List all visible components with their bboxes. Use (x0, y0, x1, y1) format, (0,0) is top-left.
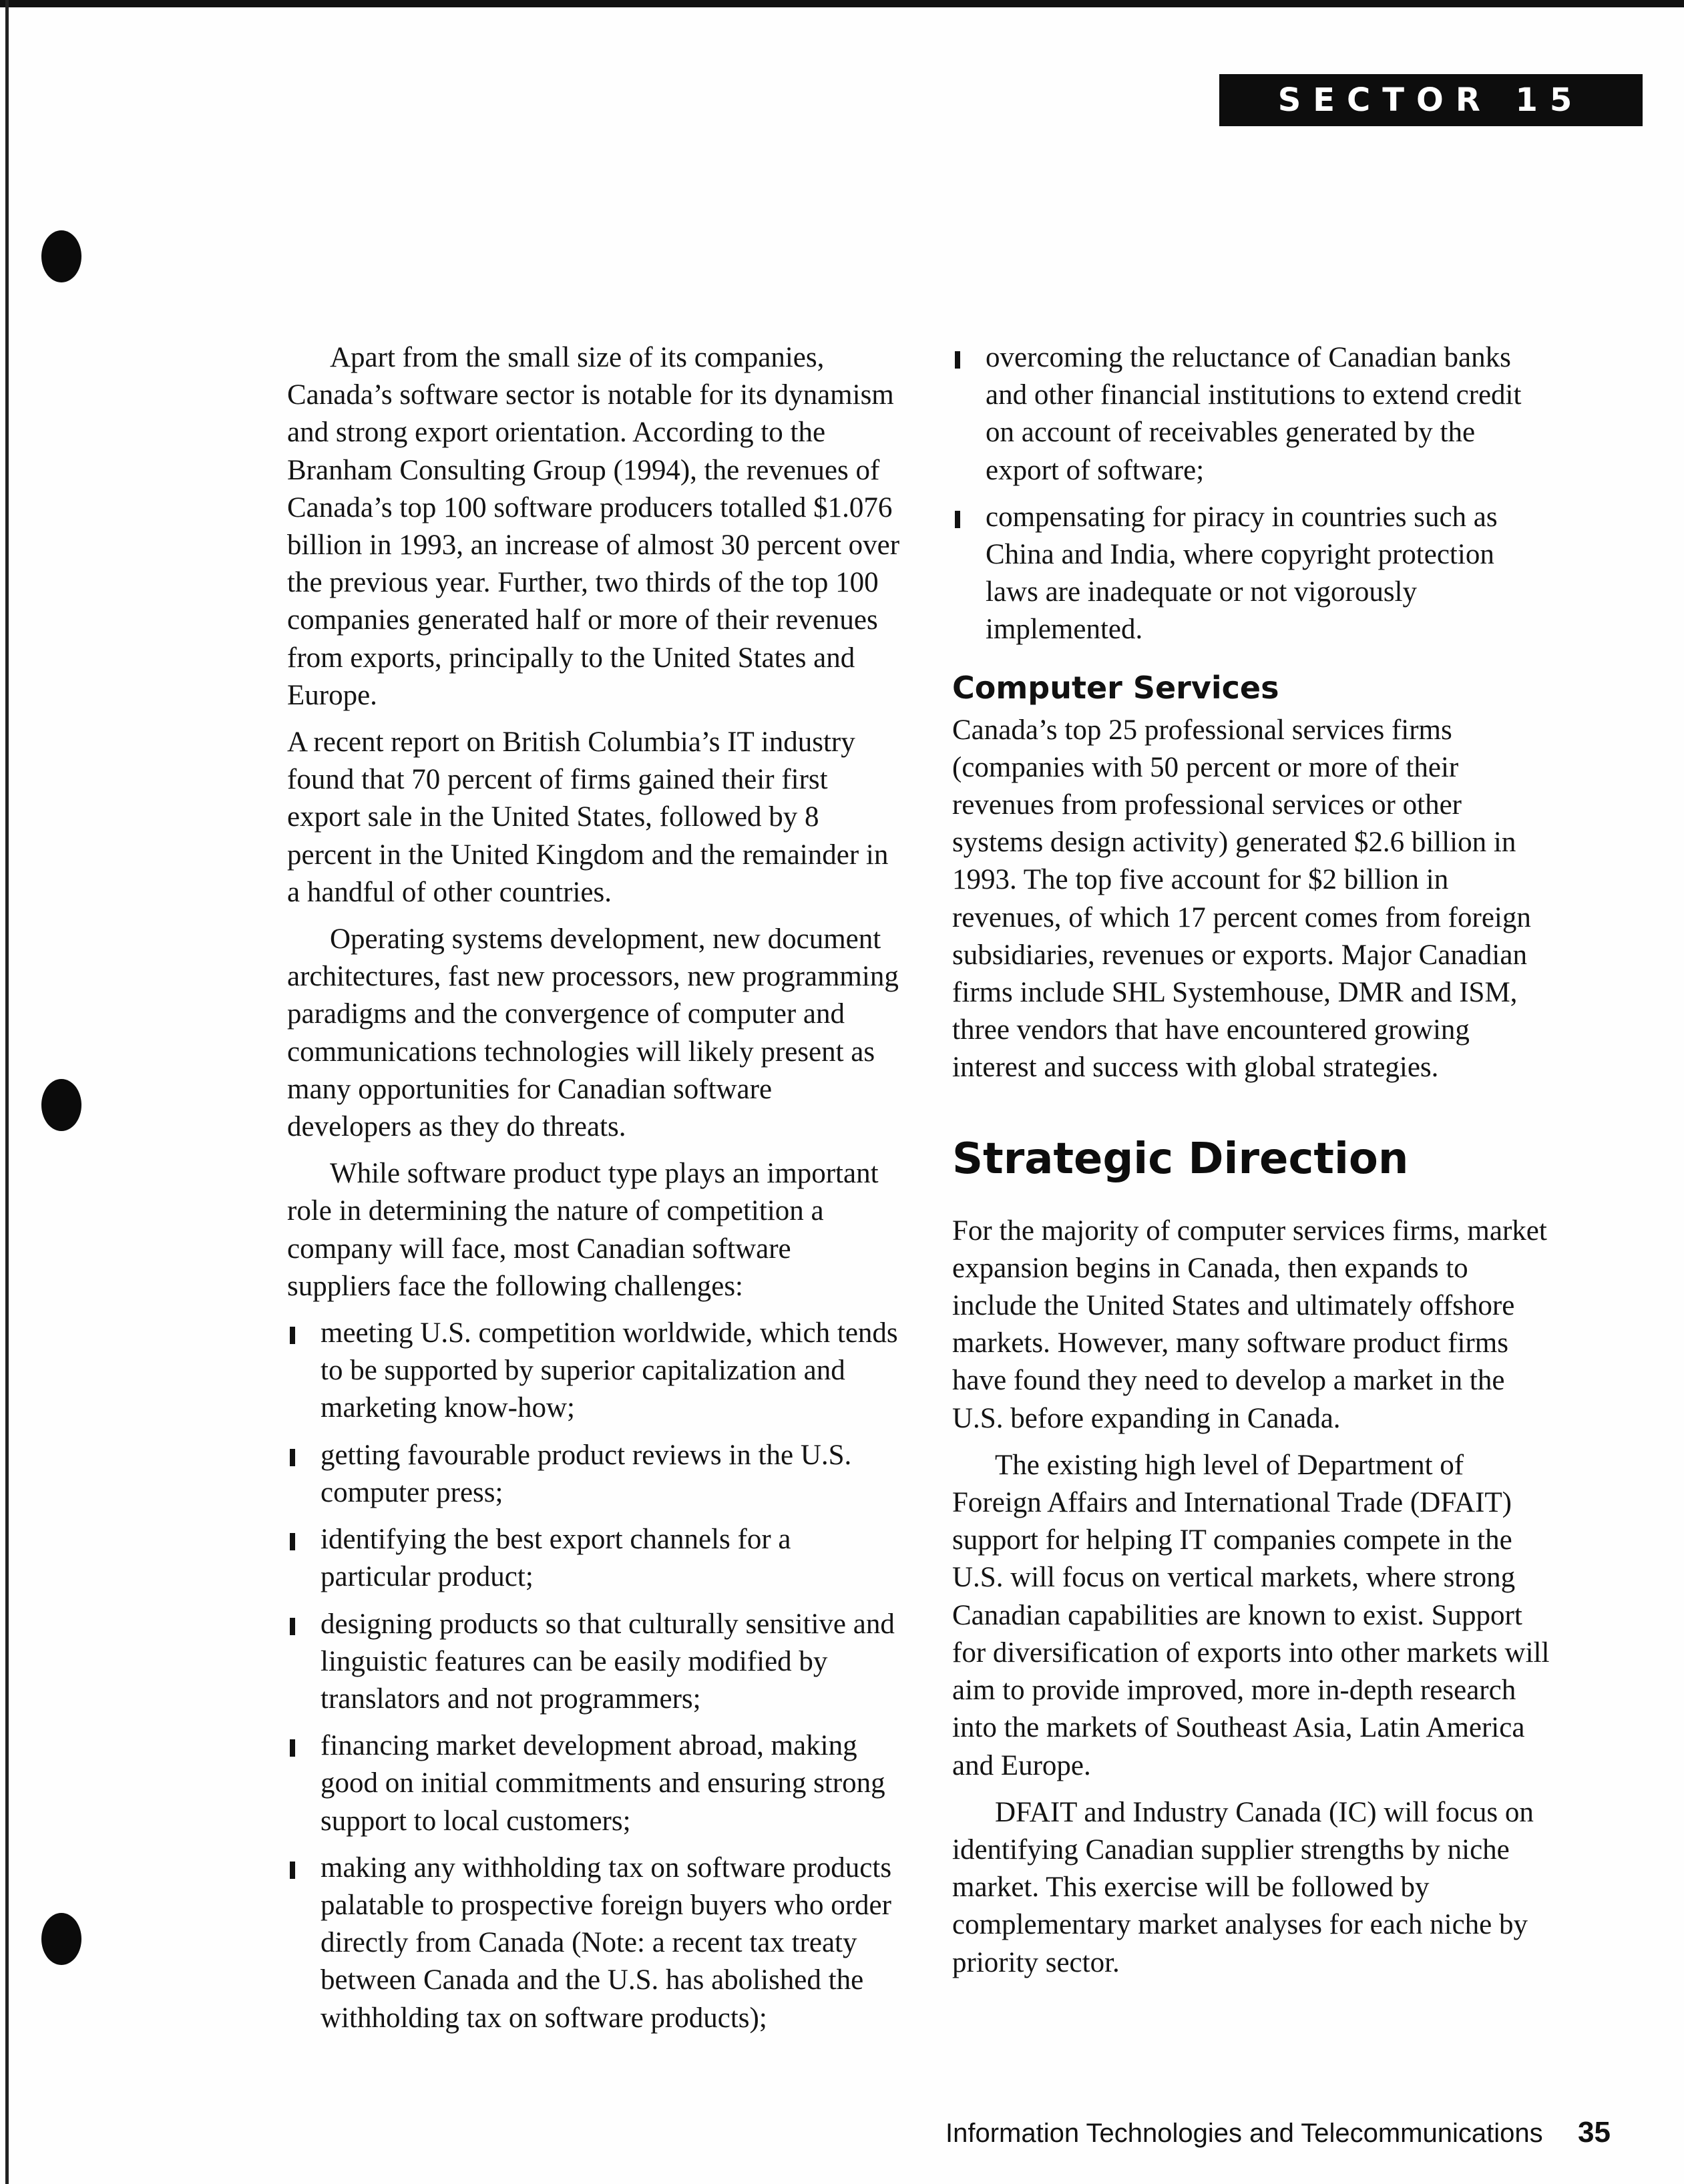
footer-title: Information Technologies and Telecommunications (945, 2119, 1543, 2148)
challenge-item (952, 499, 1553, 649)
bullet-marker (290, 1618, 295, 1635)
computer-services-paragraph: Canada’s top 25 professional services firms (companies with 50 percent or more of their revenues from professional services or other systems design activity) generated $2.6 billion in 1993. The top five account for $2 billion in revenues, of which 17 percent comes from foreign subsidiaries, revenues or exports. Major Canadian firms include SHL Systemhouse, DMR and ISM, three vendors that have encountered growing interest and success with global strategies. (952, 714, 1531, 1084)
intro-paragraph: Apart from the small size of its companies, Canada’s software sector is notable for its dynamism and strong export orientation. According to the Branham Consulting Group (1994), the revenues of Canada’s top 100 software producers totalled $1.076 billion in 1993, an increase of almost 30 percent over the previous year. Further, two thirds of the top 100 companies generated half or more of their revenues from exports, principally to the United States and Europe. (287, 342, 900, 711)
challenge-item (287, 1849, 901, 2037)
challenge-item (287, 1606, 901, 1719)
binder-hole-mark (41, 1079, 81, 1131)
challenges-list-continued (952, 339, 1553, 649)
bullet-marker (290, 1533, 295, 1550)
challenge-item (287, 1521, 901, 1596)
challenge-item-text: designing products so that culturally sensitive and linguistic features can be easily modified by translators and not programmers; (321, 1608, 895, 1715)
challenge-item (287, 1437, 901, 1512)
challenge-item-text: getting favourable product reviews in the U.S. computer press; (321, 1439, 852, 1508)
challenge-item-text: identifying the best export channels for a particular product; (321, 1524, 791, 1593)
challenge-item-text: compensating for piracy in countries such as China and India, where copyright protection laws are inadequate or not vigorously implemented. (986, 501, 1498, 646)
bullet-marker (290, 1327, 295, 1344)
binder-hole-mark (41, 1913, 81, 1965)
top-border-rule (0, 0, 1684, 7)
computer-services-heading: Computer Services (952, 669, 1279, 706)
challenge-item-text: overcoming the reluctance of Canadian banks and other financial institutions to extend credit on account of receivables generated by the export of software; (986, 342, 1522, 486)
left-column (287, 339, 901, 2046)
bullet-marker (290, 1739, 295, 1757)
challenge-item-text: financing market development abroad, making good on initial commitments and ensuring strong support to local customers; (321, 1730, 885, 1837)
bullet-marker (955, 511, 960, 528)
strategic-direction-heading: Strategic Direction (952, 1134, 1409, 1184)
opportunities-paragraph: Operating systems development, new document architectures, fast new processors, new programming paradigms and the convergence of computer and communications technologies will likely present as many opportunities for Canadian software developers as they do threats. (287, 923, 899, 1143)
bullet-marker (955, 351, 960, 369)
challenges-list (287, 1315, 901, 2037)
left-border-rule (5, 0, 9, 2184)
challenge-item-text: meeting U.S. competition worldwide, which tends to be supported by superior capitalization and marketing know-how; (321, 1317, 898, 1424)
right-column (952, 339, 1553, 1991)
challenges-intro-paragraph: While software product type plays an important role in determining the nature of competition a company will face, most Canadian software suppliers face the following challenges: (287, 1158, 879, 1302)
strategic-direction-paragraph: The existing high level of Department of Foreign Affairs and International Trade (DFAIT) support for helping IT companies compete in the U.S. will focus on vertical markets, where strong Canadian capabilities are known to exist. Support for diversification of exports into other markets will aim to provide improved, more in-depth research into the markets of Southeast Asia, Latin America and Europe. (952, 1449, 1550, 1781)
bc-report-paragraph: A recent report on British Columbia’s IT industry found that 70 percent of firms gained their first export sale in the United States, followed by 8 percent in the United Kingdom and the remainder in a handful of other countries. (287, 726, 889, 908)
challenge-item-text: making any withholding tax on software products palatable to prospective foreign buyers who order directly from Canada (Note: a recent tax treaty between Canada and the U.S. has abolished the withholding tax on software products); (321, 1851, 892, 2034)
challenge-item (287, 1727, 901, 1840)
strategic-direction-paragraph: DFAIT and Industry Canada (IC) will focus on identifying Canadian supplier strengths by niche market. This exercise will be followed by complementary market analyses for each niche by priority sector. (952, 1796, 1534, 1978)
challenge-item (287, 1315, 901, 1428)
bullet-marker (290, 1862, 295, 1879)
sector-tab: SECTOR 15 (1219, 74, 1643, 126)
strategic-direction-paragraph: For the majority of computer services firms, market expansion begins in Canada, then expands to include the United States and ultimately offshore markets. However, many software product firms have found they need to develop a market in the U.S. before expanding in Canada. (952, 1215, 1547, 1434)
challenge-item (952, 339, 1553, 489)
page-number: 35 (1578, 2116, 1611, 2149)
bullet-marker (290, 1449, 295, 1466)
binder-hole-mark (41, 230, 81, 282)
